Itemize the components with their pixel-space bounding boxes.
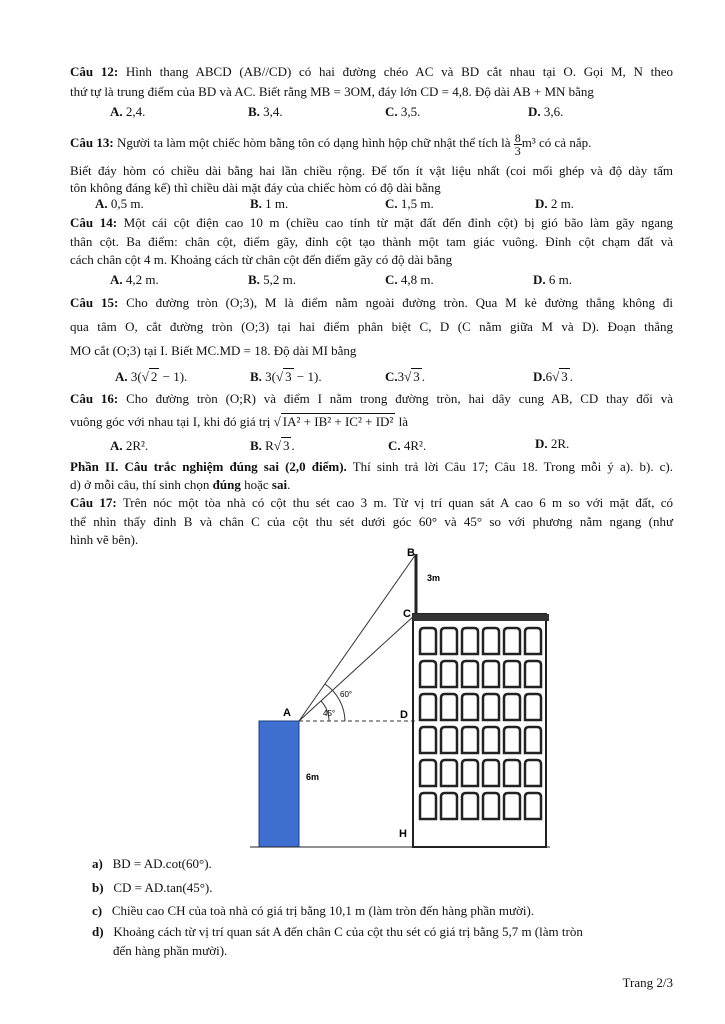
q16-line-2: vuông góc với nhau tại I, khi đó giá trị √ IA² + IB² + IC² + ID² là <box>70 414 408 429</box>
building-window <box>504 628 520 654</box>
q17-label: Câu 17: <box>70 495 117 510</box>
q15-option-c: C.3√ 3 . <box>385 369 426 384</box>
q13-label: Câu 13: <box>70 135 114 150</box>
building-window <box>504 694 520 720</box>
q17-item-d: d) Khoảng cách từ vị trí quan sát A đến chân C của cột thu sét có giá trị bằng 5,7 m (làm tròn <box>92 924 583 939</box>
q17-item-d-cont: đến hàng phần mười). <box>113 943 228 958</box>
q15-option-b: B. 3(√ 3 − 1). <box>250 369 322 384</box>
label-a: A <box>283 707 291 719</box>
q12-line-1: Câu 12: Hình thang ABCD (AB//CD) có hai đường chéo AC và BD cắt nhau tại O. Gọi M, N theo <box>70 64 673 79</box>
q12-option-a: A. 2,4. <box>110 104 146 119</box>
building-window <box>504 793 520 819</box>
q14-option-c: C. 4,8 m. <box>385 272 434 287</box>
building-window <box>483 694 499 720</box>
q17-item-b: b) CD = AD.tan(45°). <box>92 880 213 895</box>
building-window <box>504 727 520 753</box>
label-b: B <box>407 547 415 559</box>
q17-item-a: a) BD = AD.cot(60°). <box>92 856 212 871</box>
sight-line-ab <box>299 554 416 721</box>
q15-line-1: Câu 15: Cho đường tròn (O;3), M là điểm nằm ngoài đường tròn. Qua M kẻ đường thẳng không đi <box>70 295 674 310</box>
q15-option-a: A. 3(√ 2 − 1). <box>115 369 188 384</box>
building-window <box>420 628 436 654</box>
observer-block <box>259 721 299 847</box>
building-window <box>420 727 436 753</box>
q14-option-d: D. 6 m. <box>533 272 573 287</box>
q13-option-c: C. 1,5 m. <box>385 196 434 211</box>
building-window <box>441 661 457 687</box>
building-window <box>525 694 541 720</box>
q14-line-1: Câu 14: Một cái cột điện cao 10 m (chiều cao tính từ mặt đất đến đỉnh cột) bị gió bão làm gãy ngang <box>70 215 674 230</box>
q15-line-2: qua tâm O, cắt đường tròn (O;3) tại hai điểm phân biệt C, D (C nằm giữa M và D). Đoạn thẳng <box>70 319 673 334</box>
q16-line-1: Câu 16: Cho đường tròn (O;R) và điểm I nằm trong đường tròn, hai dây cung AB, CD thay đổi và <box>70 391 673 406</box>
building-window <box>483 727 499 753</box>
q17-line-3: hình vẽ bên). <box>70 532 139 547</box>
building-window <box>483 760 499 786</box>
q14-option-b: B. 5,2 m. <box>248 272 297 287</box>
building-window <box>525 760 541 786</box>
building-window <box>525 727 541 753</box>
building-window <box>462 793 478 819</box>
q16-option-b: B. R√ 3 . <box>250 438 295 453</box>
building-window <box>483 628 499 654</box>
q16-option-c: C. 4R². <box>388 438 427 453</box>
building-window <box>462 661 478 687</box>
q13-option-a: A. 0,5 m. <box>95 196 144 211</box>
building-window <box>420 793 436 819</box>
q16-option-a: A. 2R². <box>110 438 149 453</box>
q16-radical: IA² + IB² + IC² + ID² <box>282 414 394 429</box>
building-window <box>441 760 457 786</box>
q12-label: Câu 12: <box>70 64 119 79</box>
building-window <box>525 628 541 654</box>
label-observer-height: 6m <box>306 772 320 782</box>
building-window <box>462 727 478 753</box>
q14-option-a: A. 4,2 m. <box>110 272 159 287</box>
q12-option-c: C. 3,5. <box>385 104 421 119</box>
part2-line-2: d) ở mỗi câu, thí sinh chọn đúng hoặc sai. <box>70 477 291 492</box>
q15-option-d: D.6√ 3 . <box>533 369 574 384</box>
q13-line-2: Biết đáy hòm có chiều dài bằng hai lần chiều rộng. Để tốn ít vật liệu nhất (coi mối ghép và độ dày tấm <box>70 163 673 178</box>
q13-option-b: B. 1 m. <box>250 196 289 211</box>
building-window <box>525 661 541 687</box>
building-window <box>462 760 478 786</box>
q13-option-d: D. 2 m. <box>535 196 575 211</box>
label-angle-60: 60° <box>340 690 353 699</box>
q12-option-d: D. 3,6. <box>528 104 564 119</box>
building-window <box>462 628 478 654</box>
q17-item-c: c) Chiều cao CH của toà nhà có giá trị bằng 10,1 m (làm tròn đến hàng phần mười). <box>92 903 535 918</box>
building-window <box>504 661 520 687</box>
building-window <box>420 661 436 687</box>
building-window <box>420 694 436 720</box>
building-window <box>420 760 436 786</box>
building-window <box>441 727 457 753</box>
building-window <box>483 661 499 687</box>
q15-label: Câu 15: <box>70 295 119 310</box>
label-h: H <box>399 828 407 840</box>
label-d: D <box>400 709 408 721</box>
q16-option-d: D. 2R. <box>535 436 570 451</box>
q14-line-3: cách chân cột 4 m. Khoảng cách từ chân cột đến điểm gãy có độ dài bằng <box>70 252 453 267</box>
page-number: Trang 2/3 <box>622 975 673 990</box>
building-window <box>462 694 478 720</box>
building-window <box>441 793 457 819</box>
q12-option-b: B. 3,4. <box>248 104 283 119</box>
building-window <box>483 793 499 819</box>
label-rod-length: 3m <box>427 573 441 583</box>
label-c: C <box>403 608 411 620</box>
building-figure <box>250 544 550 849</box>
building-window <box>441 628 457 654</box>
part2-heading: Phần II. Câu trắc nghiệm đúng sai (2,0 điểm). <box>70 459 347 474</box>
building-window <box>504 760 520 786</box>
q16-label: Câu 16: <box>70 391 119 406</box>
q17-line-2: thể nhìn thấy đỉnh B và chân C của cột thu sét dưới góc 60° và 45° so với phương nằm ngang (như <box>70 514 673 529</box>
q17-line-1: Câu 17: Trên nóc một tòa nhà có cột thu sét cao 3 m. Từ vị trí quan sát A cao 6 m so với mặt đất, có <box>70 495 674 510</box>
part2-line-1: Phần II. Câu trắc nghiệm đúng sai (2,0 điểm). Thí sinh trả lời Câu 17; Câu 18. Trong mỗi ý a). b). c). <box>70 459 674 474</box>
q13-fraction: $\frac{8}{3}$ <box>514 130 521 158</box>
q13-line-1: Câu 13: Người ta làm một chiếc hòm bằng tôn có dạng hình hộp chữ nhật thể tích là $\frac{8}{3}$ m³ có cả nắp. <box>70 130 592 158</box>
roof <box>413 614 549 621</box>
q14-line-2: thân cột. Ba điểm: chân cột, điểm gãy, đỉnh cột tạo thành một tam giác vuông. Đỉnh cột chạm đất và <box>70 234 673 249</box>
sight-line-ac <box>299 614 416 721</box>
q14-label: Câu 14: <box>70 215 118 230</box>
building-window <box>525 793 541 819</box>
building-window <box>441 694 457 720</box>
q15-line-3: MO cắt (O;3) tại I. Biết MC.MD = 18. Độ dài MI bằng <box>70 343 357 358</box>
q12-line-2: thứ tự là trung điểm của BD và AC. Biết rằng MB = 3OM, đáy lớn CD = 4,8. Độ dài AB + MN bằng <box>70 84 594 99</box>
label-angle-45: 45° <box>323 709 336 718</box>
q13-line-3: tôn không đáng kể) thì chiều dài mặt đáy của chiếc hòm có độ dài bằng <box>70 180 441 195</box>
